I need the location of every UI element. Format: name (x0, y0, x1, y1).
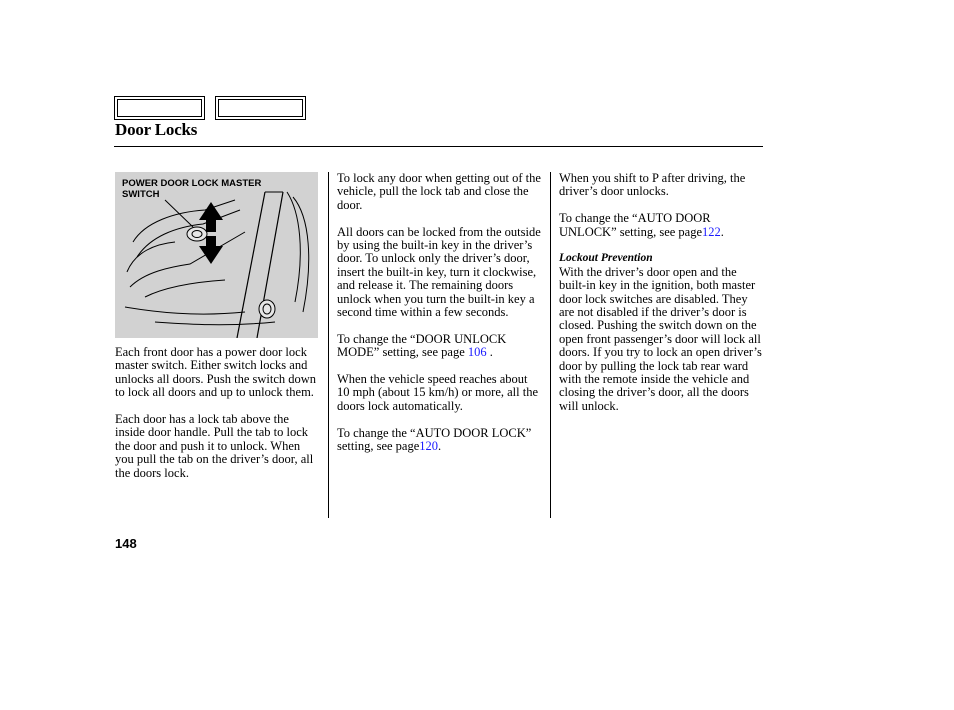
lockout-prevention-heading: Lockout Prevention (559, 252, 653, 265)
paragraph-auto-door-lock-setting: To change the “AUTO DOOR LOCK” setting, see page120. (337, 425, 532, 454)
paragraph-lockout-prevention: With the driver’s door open and the built-in key in the ignition, both master door lock switches are disabled. They are not disabled if the driver’s door is closed. Pushing the switch down on the open front passenger’s door will lock all doors. If you try to lock an open driver’s door by pulling the lock tab rear ward with the remote inside the vehicle and closing the driver’s door, all the doors will unlock. (559, 264, 762, 413)
paragraph-master-switch: Each front door has a power door lock master switch. Either switch locks and unlocks all doors. Push the switch down to lock all doors and up to unlock them. (115, 345, 317, 400)
page-number: 148 (115, 536, 137, 551)
paragraph-shift-park: When you shift to P after driving, the driver’s door unlocks. (559, 171, 746, 199)
title-divider (114, 146, 763, 147)
column-divider-1 (328, 172, 329, 518)
nav-tab-box-1[interactable] (114, 96, 205, 120)
figure-label: POWER DOOR LOCK MASTER SWITCH (122, 178, 262, 200)
paragraph-lock-exit: To lock any door when getting out of the vehicle, pull the lock tab and close the door. (337, 171, 541, 212)
nav-tab-box-2[interactable] (215, 96, 306, 120)
door-panel-drawing (115, 172, 318, 338)
paragraph-auto-door-unlock-setting: To change the “AUTO DOOR UNLOCK” setting, see page122. (559, 211, 724, 239)
door-switch-illustration (115, 172, 318, 338)
column-1 (115, 346, 321, 493)
page-link-106[interactable]: 106 (467, 345, 487, 360)
page-link-122[interactable]: 122 (702, 224, 721, 239)
paragraph-lock-tab: Each door has a lock tab above the inside door handle. Pull the tab to lock the door and push it to unlock. When you pull the tab on the driver’s door, all the doors lock. (115, 412, 314, 480)
column-2 (337, 172, 543, 467)
paragraph-auto-lock: When the vehicle speed reaches about 10 mph (about 15 km/h) or more, all the doors lock automatically. (337, 372, 539, 413)
column-divider-2 (550, 172, 551, 518)
paragraph-built-in-key: All doors can be locked from the outside by using the built-in key in the driver’s door. To unlock only the driver’s door, insert the built-in key, turn it clockwise, and release it. The remaining doors unlock when you turn the built-in key a second time within a few seconds. (337, 224, 541, 320)
column-3 (559, 172, 765, 427)
paragraph-door-unlock-mode: To change the “DOOR UNLOCK MODE” setting, see page 106 . (337, 331, 507, 360)
page-title: Door Locks (115, 120, 198, 139)
page-link-120[interactable]: 120 (419, 439, 439, 454)
